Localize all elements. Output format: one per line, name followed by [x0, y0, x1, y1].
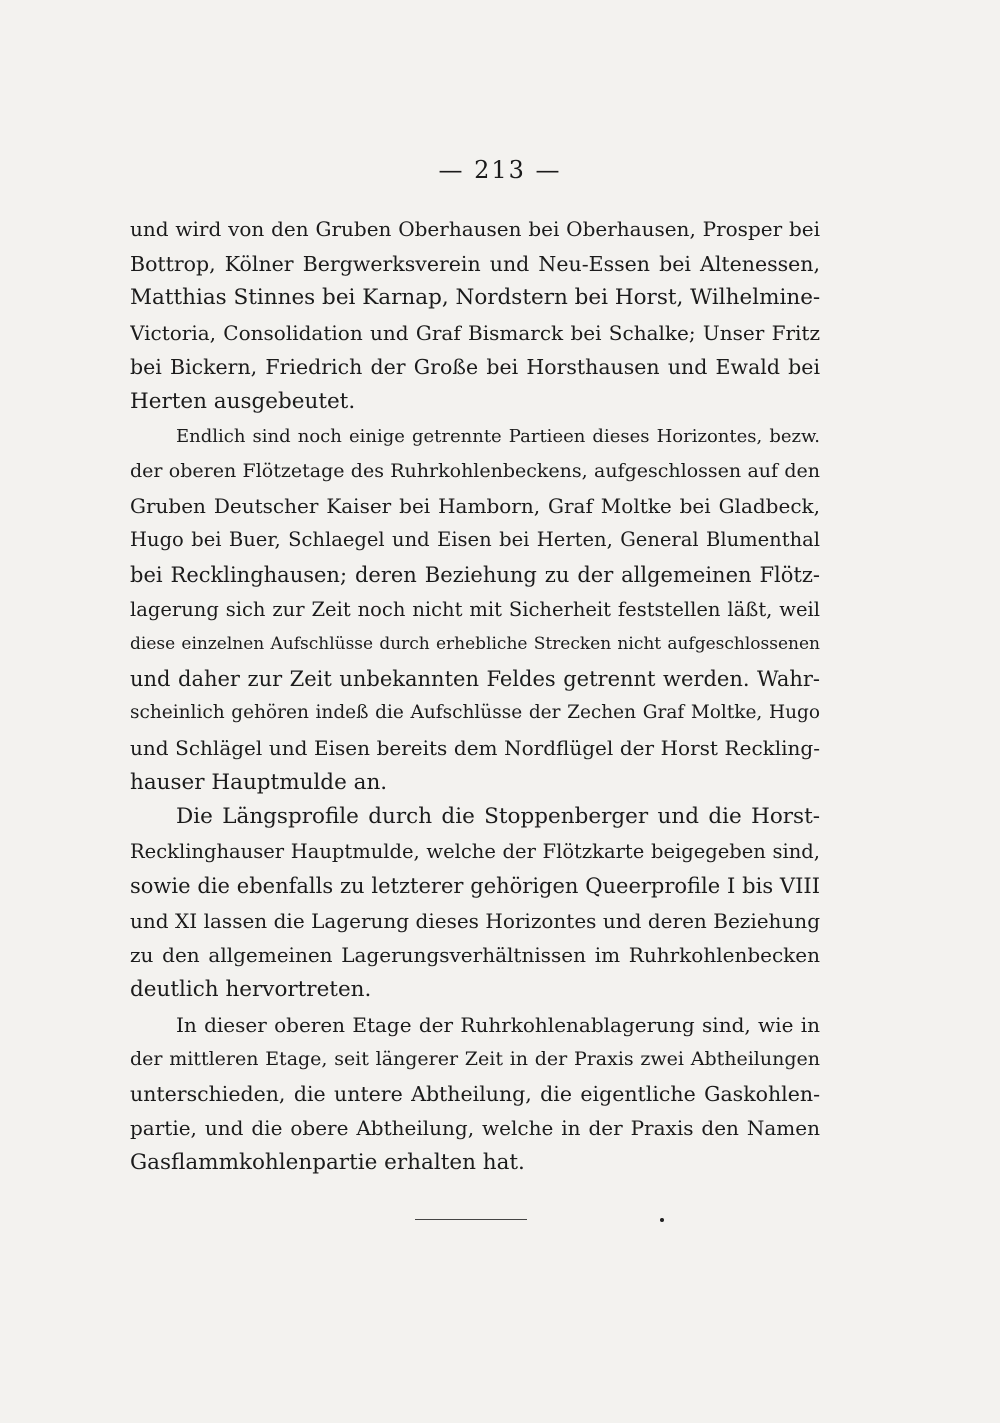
ink-dot — [660, 1218, 664, 1222]
text-line: zu den allgemeinen Lagerungsverhältnissen im Ruhrkohlenbecken — [130, 943, 820, 968]
text-line: sowie die ebenfalls zu letzterer gehörigen Queerprofile I bis VIII — [130, 874, 820, 899]
text-line: Recklinghauser Hauptmulde, welche der Flötzkarte beigegeben sind, — [130, 839, 820, 863]
text-line: scheinlich gehören indeß die Aufschlüsse der Zechen Graf Moltke, Hugo — [130, 702, 820, 724]
text-line: diese einzelnen Aufschlüsse durch erhebliche Strecken nicht aufgeschlossenen — [130, 634, 820, 655]
text-line: und Schlägel und Eisen bereits dem Nordflügel der Horst Reckling- — [130, 735, 820, 760]
text-line: und XI lassen die Lagerung dieses Horizontes und deren Beziehung — [130, 908, 820, 933]
closing-divider — [415, 1219, 527, 1220]
text-line: bei Recklinghausen; deren Beziehung zu der allgemeinen Flötz- — [130, 562, 820, 587]
body-text — [130, 212, 820, 1181]
text-line: Herten ausgebeutet. — [130, 388, 356, 414]
text-line: Gruben Deutscher Kaiser bei Hamborn, Graf Moltke bei Gladbeck, — [130, 493, 820, 518]
text-line: deutlich hervortreten. — [130, 977, 372, 1003]
text-line: Victoria, Consolidation und Graf Bismarck bei Schalke; Unser Fritz — [130, 320, 820, 345]
text-line: und wird von den Gruben Oberhausen bei Oberhausen, Prosper bei — [130, 217, 820, 241]
text-line: bei Bickern, Friedrich der Große bei Horsthausen und Ewald bei — [130, 355, 820, 380]
text-line: der oberen Flötzetage des Ruhrkohlenbeckens, aufgeschlossen auf den — [130, 460, 820, 483]
text-line: hauser Hauptmulde an. — [130, 769, 388, 795]
text-line: Endlich sind noch einige getrennte Partieen dieses Horizontes, bezw. — [176, 425, 820, 447]
text-line: Die Längsprofile durch die Stoppenberger und die Horst- — [176, 804, 820, 830]
text-line: Bottrop, Kölner Bergwerksverein und Neu-Essen bei Altenessen, — [130, 251, 820, 276]
page-number: — 213 — — [438, 156, 562, 184]
text-line: lagerung sich zur Zeit noch nicht mit Sicherheit feststellen läßt, weil — [130, 597, 820, 621]
text-line: Matthias Stinnes bei Karnap, Nordstern bei Horst, Wilhelmine- — [130, 285, 820, 311]
text-line: In dieser oberen Etage der Ruhrkohlenablagerung sind, wie in — [176, 1012, 820, 1037]
text-line: der mittleren Etage, seit längerer Zeit in der Praxis zwei Abtheilungen — [130, 1048, 820, 1071]
text-line: Hugo bei Buer, Schlaegel und Eisen bei Herten, General Blumenthal — [130, 528, 820, 552]
text-line: partie, und die obere Abtheilung, welche in der Praxis den Namen — [130, 1116, 820, 1141]
text-line: Gasflammkohlenpartie erhalten hat. — [130, 1150, 525, 1176]
text-line: und daher zur Zeit unbekannten Feldes getrennt werden. Wahr- — [130, 666, 820, 691]
text-line: unterschieden, die untere Abtheilung, die eigentliche Gaskohlen- — [130, 1081, 820, 1106]
